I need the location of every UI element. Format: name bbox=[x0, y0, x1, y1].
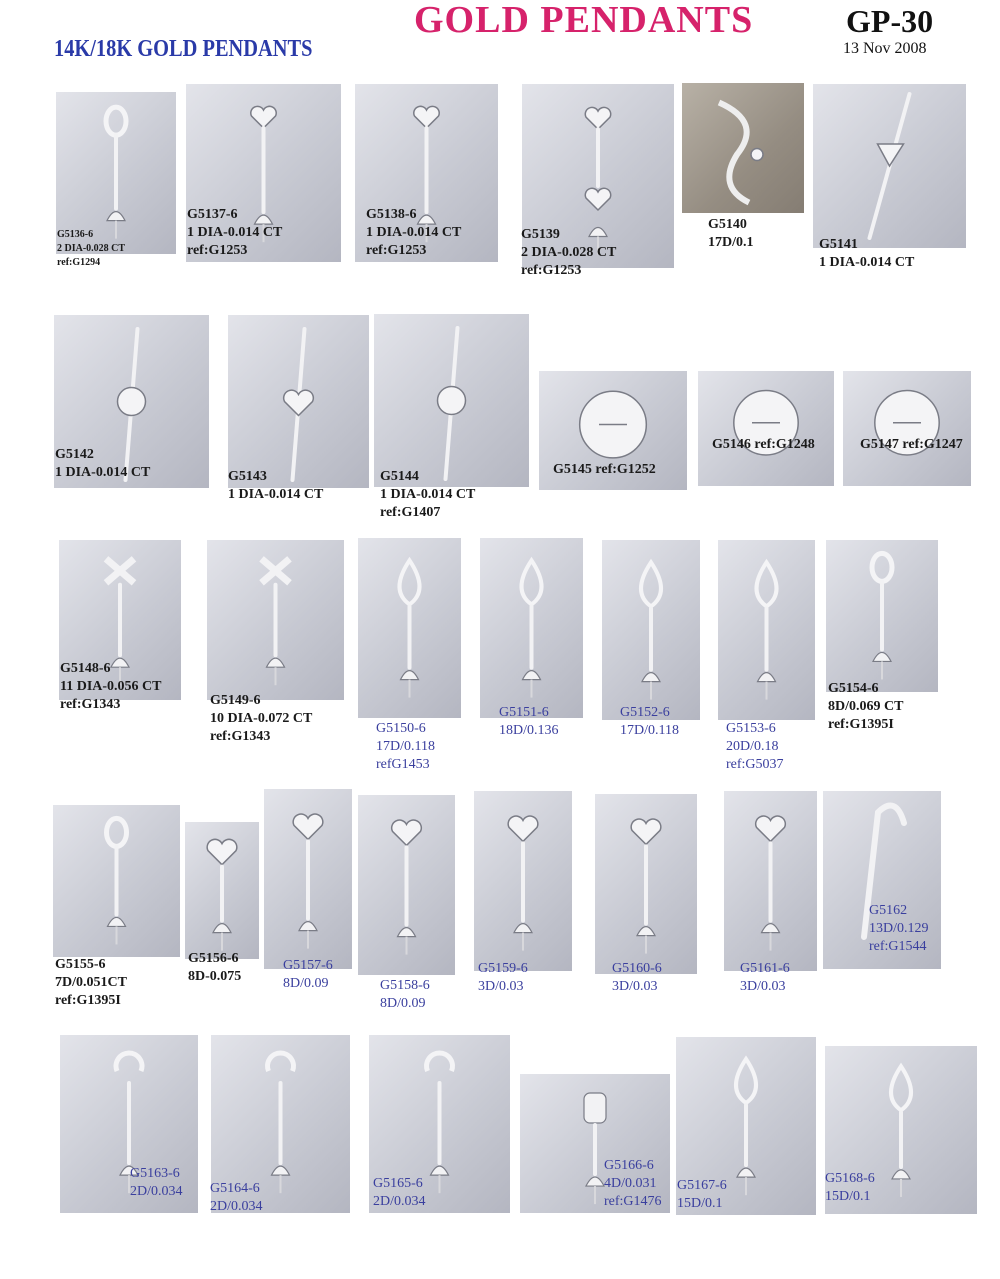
product-caption bbox=[828, 680, 903, 734]
product-spec: 2 DIA-0.028 CT bbox=[521, 245, 617, 260]
product-code: G5160-6 bbox=[612, 961, 662, 976]
product-spec: ref:G1253 bbox=[521, 263, 582, 278]
product-code: G5152-6 bbox=[620, 705, 670, 720]
product-spec: 17D/0.1 bbox=[708, 235, 754, 250]
star-setting-icon bbox=[843, 371, 971, 486]
product-code: G5165-6 bbox=[373, 1176, 423, 1191]
product-caption bbox=[57, 228, 125, 270]
product-code: G5155-6 bbox=[55, 957, 106, 972]
product-code: G5159-6 bbox=[478, 961, 528, 976]
product-spec: ref:G1407 bbox=[380, 505, 441, 520]
product-code: G5136-6 bbox=[57, 229, 94, 240]
product-code: G5166-6 bbox=[604, 1158, 654, 1173]
product-spec: refG1453 bbox=[376, 757, 430, 772]
product-code: G5167-6 bbox=[677, 1178, 727, 1193]
product-code: G5162 bbox=[869, 903, 908, 918]
product-caption bbox=[60, 660, 162, 714]
product-code: G5144 bbox=[380, 469, 419, 484]
product-caption bbox=[677, 1177, 727, 1213]
catalog-subtitle: 14K/18K GOLD PENDANTS bbox=[54, 36, 313, 62]
product-spec: ref:G1253 bbox=[187, 243, 248, 258]
product-code: G5156-6 bbox=[188, 951, 239, 966]
product-code: G5150-6 bbox=[376, 721, 426, 736]
product-spec: 11 DIA-0.056 CT bbox=[60, 679, 162, 694]
product-code: G5168-6 bbox=[825, 1171, 875, 1186]
product-caption bbox=[553, 461, 656, 479]
product-photo bbox=[698, 371, 834, 486]
pave-heart-icon bbox=[264, 789, 352, 969]
pave-heart-icon bbox=[358, 795, 455, 975]
product-caption bbox=[373, 1175, 426, 1211]
product-spec: 7D/0.051CT bbox=[55, 975, 127, 990]
product-photo bbox=[374, 314, 529, 487]
open-heart-icon bbox=[474, 791, 572, 971]
pave-drop-icon bbox=[718, 540, 815, 720]
product-code: G5140 bbox=[708, 217, 747, 232]
product-spec: 13D/0.129 bbox=[869, 921, 929, 936]
product-caption bbox=[210, 1180, 263, 1216]
product-photo bbox=[53, 805, 180, 957]
product-code: G5141 bbox=[819, 237, 858, 252]
product-caption bbox=[55, 956, 127, 1010]
product-code: G5163-6 bbox=[130, 1166, 180, 1181]
product-caption bbox=[726, 720, 784, 774]
product-code: G5143 bbox=[228, 469, 267, 484]
product-caption bbox=[187, 206, 282, 260]
product-code: G5148-6 bbox=[60, 661, 111, 676]
heart-pin-icon bbox=[228, 315, 369, 488]
product-caption bbox=[521, 226, 616, 280]
product-caption bbox=[712, 436, 815, 454]
product-photo bbox=[843, 371, 971, 486]
product-spec: 17D/0.118 bbox=[620, 723, 679, 738]
product-spec: 3D/0.03 bbox=[478, 979, 524, 994]
product-photo bbox=[207, 540, 344, 700]
product-code: G5157-6 bbox=[283, 958, 333, 973]
product-caption bbox=[499, 704, 559, 740]
product-code: G5142 bbox=[55, 447, 94, 462]
product-spec: 2D/0.034 bbox=[373, 1194, 426, 1209]
product-code: G5149-6 bbox=[210, 693, 261, 708]
product-caption bbox=[612, 960, 662, 996]
product-spec: 17D/0.118 bbox=[376, 739, 435, 754]
loop-bail-icon bbox=[53, 805, 180, 957]
product-spec: 18D/0.136 bbox=[499, 723, 559, 738]
triangle-pin-icon bbox=[813, 84, 966, 248]
open-heart-icon bbox=[724, 791, 817, 971]
product-code: G5147 ref:G1247 bbox=[860, 437, 963, 452]
product-spec: 1 DIA-0.014 CT bbox=[228, 487, 324, 502]
product-code: G5146 ref:G1248 bbox=[712, 437, 815, 452]
pave-heart-icon bbox=[185, 822, 259, 959]
open-heart-icon bbox=[595, 794, 697, 974]
product-spec: 15D/0.1 bbox=[825, 1189, 871, 1204]
product-spec: ref:G1395I bbox=[55, 993, 121, 1008]
product-caption bbox=[188, 950, 241, 986]
product-code: G5137-6 bbox=[187, 207, 238, 222]
product-spec: 8D/0.09 bbox=[380, 996, 426, 1011]
teardrop-bail-icon bbox=[480, 538, 583, 718]
product-spec: 1 DIA-0.014 CT bbox=[819, 255, 915, 270]
loop-bail-icon bbox=[826, 540, 938, 692]
product-photo bbox=[718, 540, 815, 720]
product-caption bbox=[130, 1165, 183, 1201]
product-spec: 3D/0.03 bbox=[740, 979, 786, 994]
product-caption bbox=[825, 1170, 875, 1206]
product-spec: 2 DIA-0.028 CT bbox=[57, 243, 126, 254]
product-code: G5164-6 bbox=[210, 1181, 260, 1196]
product-caption bbox=[283, 957, 333, 993]
product-spec: ref:G1294 bbox=[57, 257, 101, 268]
product-caption bbox=[819, 236, 914, 272]
product-photo bbox=[358, 538, 461, 718]
product-photo bbox=[595, 794, 697, 974]
product-photo bbox=[602, 540, 700, 720]
product-spec: ref:G1343 bbox=[60, 697, 121, 712]
product-caption bbox=[604, 1157, 662, 1211]
product-caption bbox=[55, 446, 150, 482]
product-photo bbox=[474, 791, 572, 971]
product-code: G5154-6 bbox=[828, 681, 879, 696]
product-spec: ref:G1395I bbox=[828, 717, 894, 732]
product-caption bbox=[380, 977, 430, 1013]
product-spec: ref:G5037 bbox=[726, 757, 784, 772]
product-code: G5145 ref:G1252 bbox=[553, 462, 656, 477]
product-caption bbox=[620, 704, 679, 740]
product-photo bbox=[724, 791, 817, 971]
product-spec: 8D-0.075 bbox=[188, 969, 242, 984]
product-spec: 1 DIA-0.014 CT bbox=[366, 225, 462, 240]
product-spec: 3D/0.03 bbox=[612, 979, 658, 994]
page-title: GOLD PENDANTS bbox=[414, 0, 754, 41]
product-photo bbox=[228, 315, 369, 488]
product-spec: 1 DIA-0.014 CT bbox=[55, 465, 151, 480]
product-caption bbox=[228, 468, 323, 504]
catalog-code: GP-30 bbox=[846, 3, 934, 39]
teardrop-bail-icon bbox=[602, 540, 700, 720]
product-code: G5151-6 bbox=[499, 705, 549, 720]
product-code: G5158-6 bbox=[380, 978, 430, 993]
product-spec: 10 DIA-0.072 CT bbox=[210, 711, 313, 726]
heart-setting-icon bbox=[698, 371, 834, 486]
product-photo bbox=[480, 538, 583, 718]
product-photo bbox=[813, 84, 966, 248]
product-spec: ref:G1253 bbox=[366, 243, 427, 258]
product-caption bbox=[869, 902, 929, 956]
product-code: G5153-6 bbox=[726, 721, 776, 736]
product-spec: ref:G1343 bbox=[210, 729, 271, 744]
product-caption bbox=[210, 692, 312, 746]
product-photo bbox=[682, 83, 804, 213]
product-photo bbox=[264, 789, 352, 969]
cube-pin-icon bbox=[374, 314, 529, 487]
product-photo bbox=[826, 540, 938, 692]
product-photo bbox=[185, 822, 259, 959]
product-code: G5161-6 bbox=[740, 961, 790, 976]
product-caption bbox=[478, 960, 528, 996]
product-code: G5138-6 bbox=[366, 207, 417, 222]
product-photo bbox=[358, 795, 455, 975]
product-caption bbox=[740, 960, 790, 996]
product-caption bbox=[366, 206, 461, 260]
product-caption bbox=[376, 720, 435, 774]
product-spec: ref:G1544 bbox=[869, 939, 927, 954]
product-spec: 15D/0.1 bbox=[677, 1196, 723, 1211]
product-spec: 8D/0.09 bbox=[283, 976, 329, 991]
product-caption bbox=[380, 468, 475, 522]
product-code: G5139 bbox=[521, 227, 560, 242]
product-spec: 1 DIA-0.014 CT bbox=[380, 487, 476, 502]
product-caption bbox=[860, 436, 963, 454]
product-spec: 2D/0.034 bbox=[210, 1199, 263, 1214]
product-spec: ref:G1476 bbox=[604, 1194, 662, 1209]
product-spec: 2D/0.034 bbox=[130, 1184, 183, 1199]
teardrop-bail-icon bbox=[358, 538, 461, 718]
product-spec: 4D/0.031 bbox=[604, 1176, 657, 1191]
product-spec: 8D/0.069 CT bbox=[828, 699, 904, 714]
catalog-date: 13 Nov 2008 bbox=[843, 40, 927, 57]
product-caption bbox=[708, 216, 754, 252]
product-spec: 1 DIA-0.014 CT bbox=[187, 225, 283, 240]
product-spec: 20D/0.18 bbox=[726, 739, 779, 754]
cross-bail-icon bbox=[207, 540, 344, 700]
wave-pendant-icon bbox=[682, 83, 804, 213]
